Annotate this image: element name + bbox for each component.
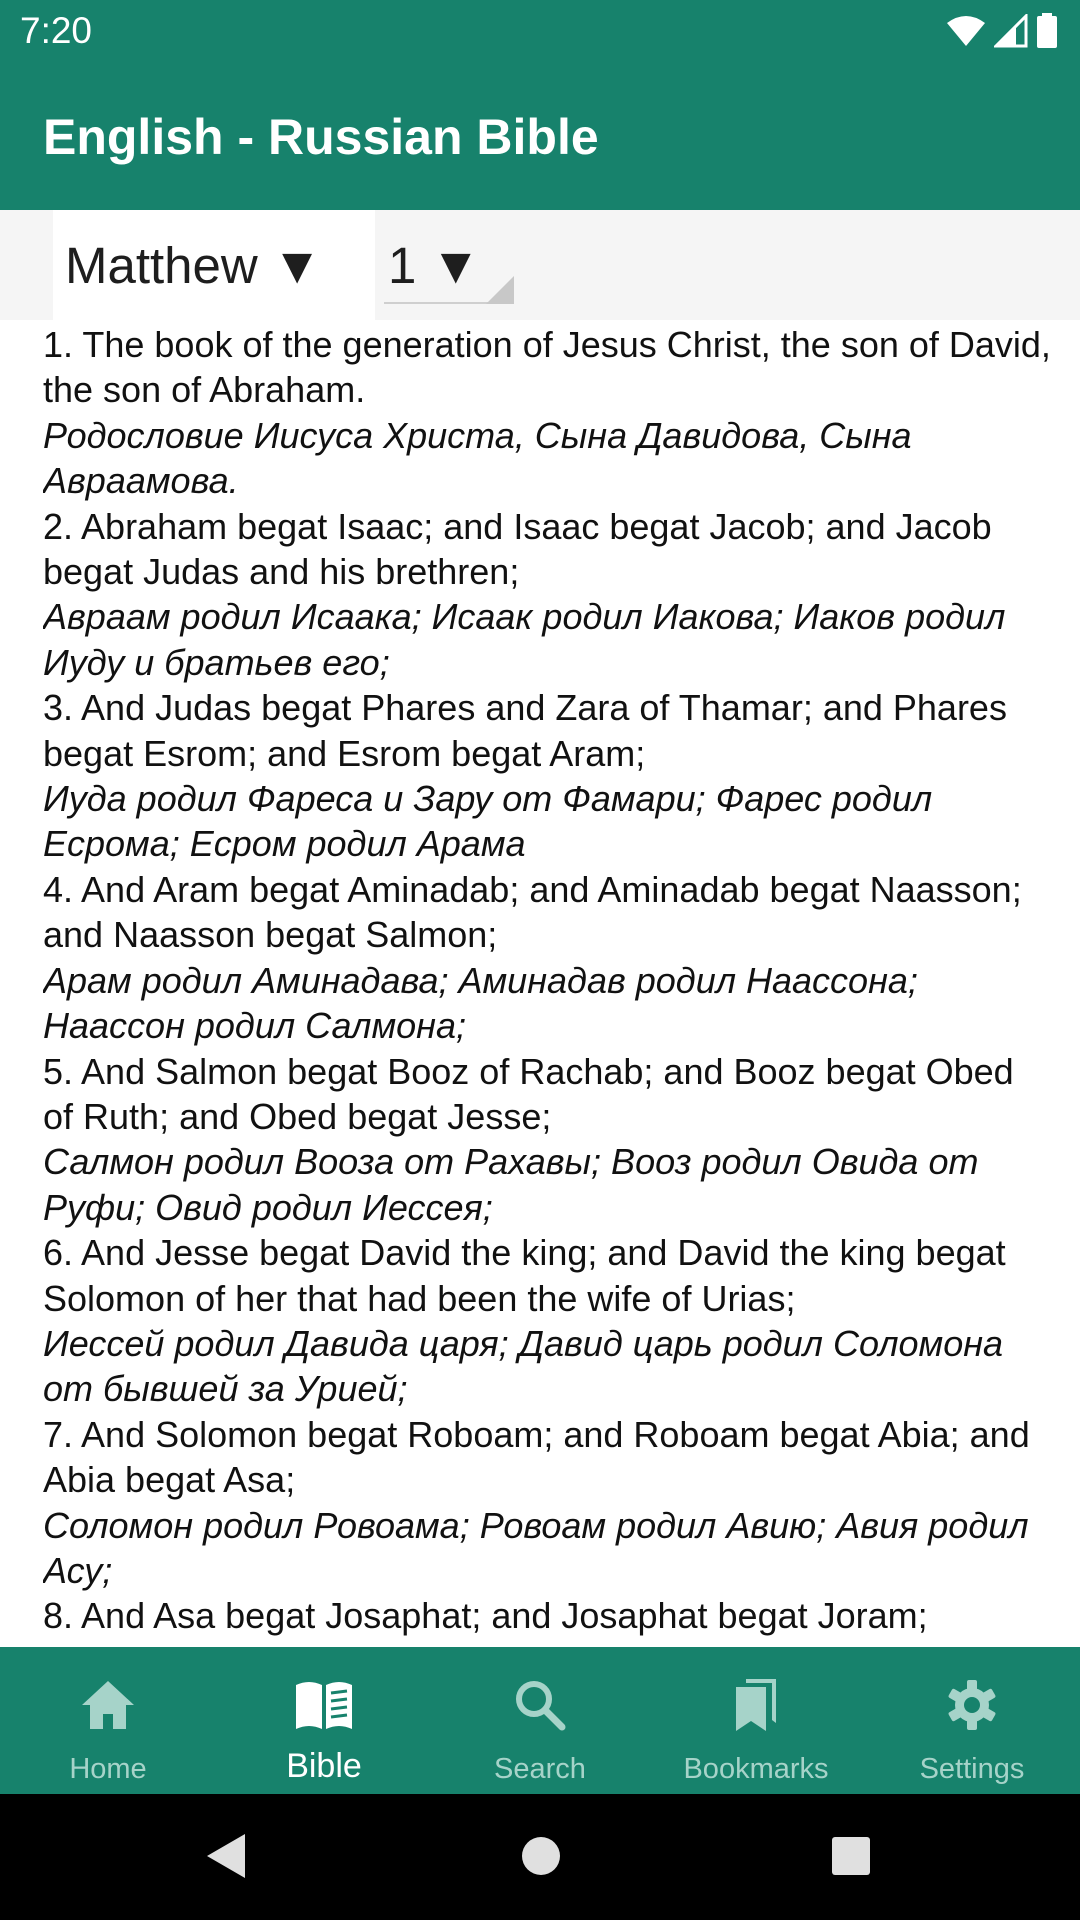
- verse-item: [43, 1412, 1053, 1594]
- book-dropdown[interactable]: Matthew ▼: [53, 210, 375, 320]
- verse-list[interactable]: [43, 322, 1053, 1647]
- nav-search-label: Search: [494, 1753, 586, 1785]
- nav-bible[interactable]: [216, 1647, 432, 1794]
- verse-item: [43, 322, 1053, 504]
- status-icons: [946, 14, 1058, 48]
- chapter-dropdown[interactable]: [378, 210, 518, 320]
- nav-search[interactable]: [432, 1647, 648, 1794]
- bookmarks-icon: [726, 1677, 786, 1733]
- status-time: 7:20: [20, 10, 93, 51]
- home-circle-icon[interactable]: [520, 1832, 562, 1880]
- verse-english: 6. And Jesse begat David the king; and David the king begat Solomon of her that had been the wife of Urias;: [43, 1232, 1006, 1319]
- app-bar: [0, 63, 1080, 210]
- system-navigation-bar: [0, 1794, 1080, 1920]
- verse-item: [43, 867, 1053, 1049]
- verse-english: 1. The book of the generation of Jesus Christ, the son of David, the son of Abraham.: [43, 324, 1051, 411]
- book-icon: [294, 1677, 354, 1733]
- recents-icon[interactable]: [830, 1832, 872, 1880]
- gear-icon: [942, 1677, 1002, 1733]
- nav-settings[interactable]: [864, 1647, 1080, 1794]
- chapter-dropdown-value: 1 ▼: [388, 237, 482, 294]
- status-bar: [0, 0, 1080, 63]
- app-title: English - Russian Bible: [43, 109, 599, 165]
- back-icon[interactable]: [205, 1832, 247, 1880]
- nav-settings-label: Settings: [919, 1753, 1025, 1785]
- verse-russian: Иуда родил Фареса и Зару от Фамари; Фарес родил Есрома; Есром родил Арама: [43, 778, 933, 865]
- battery-icon: [1036, 13, 1058, 49]
- verse-english: 5. And Salmon begat Booz of Rachab; and Booz begat Obed of Ruth; and Obed begat Jesse;: [43, 1050, 1014, 1137]
- verse-russian: Авраам родил Исаака; Исаак родил Иакова; Иаков родил Иуду и братьев его;: [43, 596, 1006, 683]
- selector-bar: [0, 210, 1080, 320]
- verse-english: 8. And Asa begat Josaphat; and Josaphat begat Joram;: [43, 1595, 928, 1637]
- verse-russian: Арам родил Аминадава; Аминадав родил Наассона; Наассон родил Салмона;: [43, 959, 918, 1047]
- verse-russian: Родословие Иисуса Христа, Сына Давидова, Сына Авраамова.: [43, 414, 912, 502]
- nav-bookmarks-label: Bookmarks: [683, 1753, 829, 1785]
- verse-russian: Иессей родил Давида царя; Давид царь родил Соломона от бывшей за Урией;: [43, 1322, 1004, 1410]
- cell-signal-icon: [994, 14, 1028, 48]
- verse-item: [43, 504, 1053, 686]
- search-icon: [510, 1677, 570, 1733]
- verse-english: 4. And Aram begat Aminadab; and Aminadab begat Naasson; and Naasson begat Salmon;: [43, 868, 1022, 956]
- verse-russian: Салмон родил Вооза от Рахавы; Вооз родил Овида от Руфи; Овид родил Иессея;: [43, 1141, 979, 1228]
- verse-item: [43, 1593, 1053, 1638]
- chapter-dropdown-corner: [486, 276, 514, 304]
- nav-home[interactable]: [0, 1647, 216, 1794]
- verse-english: 3. And Judas begat Phares and Zara of Thamar; and Phares begat Esrom; and Esrom begat Aram;: [43, 687, 1007, 774]
- bottom-navigation: [0, 1647, 1080, 1794]
- verse-english: 2. Abraham begat Isaac; and Isaac begat Jacob; and Jacob begat Judas and his brethren;: [43, 505, 992, 593]
- verse-english: 7. And Solomon begat Roboam; and Roboam begat Abia; and Abia begat Asa;: [43, 1413, 1030, 1501]
- nav-bible-label: Bible: [286, 1747, 362, 1785]
- verse-item: [43, 1230, 1053, 1412]
- home-icon: [78, 1677, 138, 1733]
- verse-russian: Соломон родил Ровоама; Ровоам родил Авию; Авия родил Асу;: [43, 1504, 1029, 1591]
- nav-bookmarks[interactable]: [648, 1647, 864, 1794]
- wifi-icon: [946, 15, 986, 47]
- verse-item: [43, 685, 1053, 867]
- verse-item: [43, 1049, 1053, 1231]
- nav-home-label: Home: [69, 1753, 147, 1785]
